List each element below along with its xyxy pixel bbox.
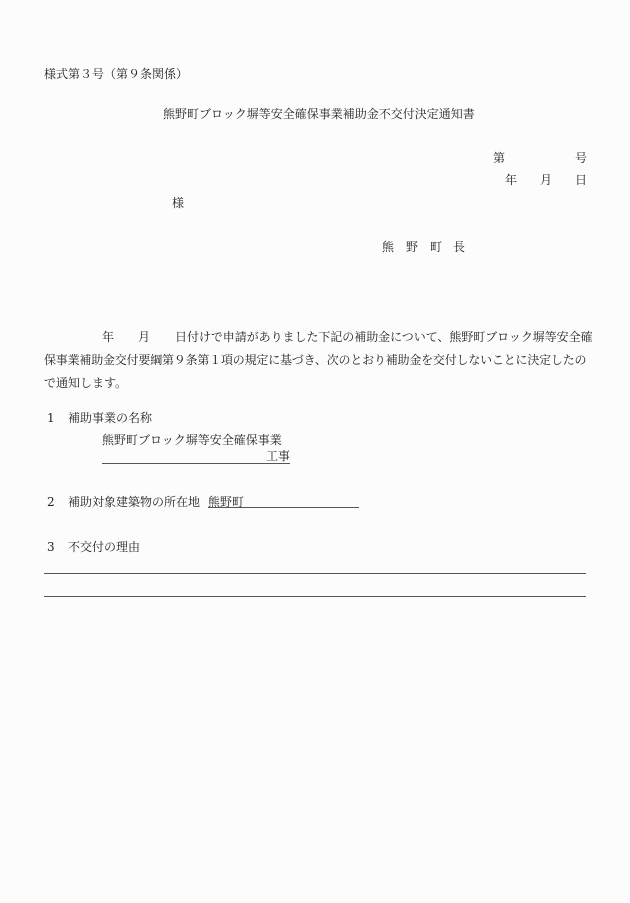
body-year: 年: [102, 330, 115, 344]
body-line1: 日付けで申請がありました下記の補助金について、熊野町ブロック塀等安全確: [175, 330, 593, 344]
item-label: 不交付の理由: [68, 540, 141, 554]
building-location-value: 熊野町: [208, 495, 245, 509]
item-number: 2: [47, 495, 55, 509]
body-line3: で通知します。: [44, 376, 128, 390]
item-label: 補助対象建築物の所在地: [68, 495, 201, 509]
building-location-underline: [208, 507, 359, 508]
project-name-suffix: 工事: [266, 449, 291, 463]
project-name-underline: [102, 463, 290, 464]
document-title: 熊野町ブロック塀等安全確保事業補助金不交付決定通知書: [163, 107, 475, 121]
issuer-char: 長: [453, 240, 466, 254]
item-label: 補助事業の名称: [68, 411, 153, 425]
date-year: 年: [505, 173, 518, 187]
reason-blank-line: [44, 573, 586, 574]
reason-blank-line: [44, 596, 586, 597]
issuer-char: 熊: [382, 240, 395, 254]
issuer-char: 町: [430, 240, 443, 254]
addressee-suffix: 様: [172, 196, 185, 210]
item-number: 1: [47, 411, 55, 425]
project-name: 熊野町ブロック塀等安全確保事業: [102, 433, 282, 447]
item-number: 3: [47, 540, 55, 554]
reference-number-suffix: 号: [575, 151, 588, 165]
reference-number-prefix: 第: [493, 151, 506, 165]
date-month: 月: [540, 173, 553, 187]
date-day: 日: [575, 173, 588, 187]
body-month: 月: [138, 330, 151, 344]
form-label: 様式第３号（第９条関係）: [44, 67, 189, 81]
body-line2: 保事業補助金交付要綱第９条第１項の規定に基づき、次のとおり補助金を交付しないことに決定したの: [44, 353, 587, 367]
issuer-char: 野: [406, 240, 419, 254]
